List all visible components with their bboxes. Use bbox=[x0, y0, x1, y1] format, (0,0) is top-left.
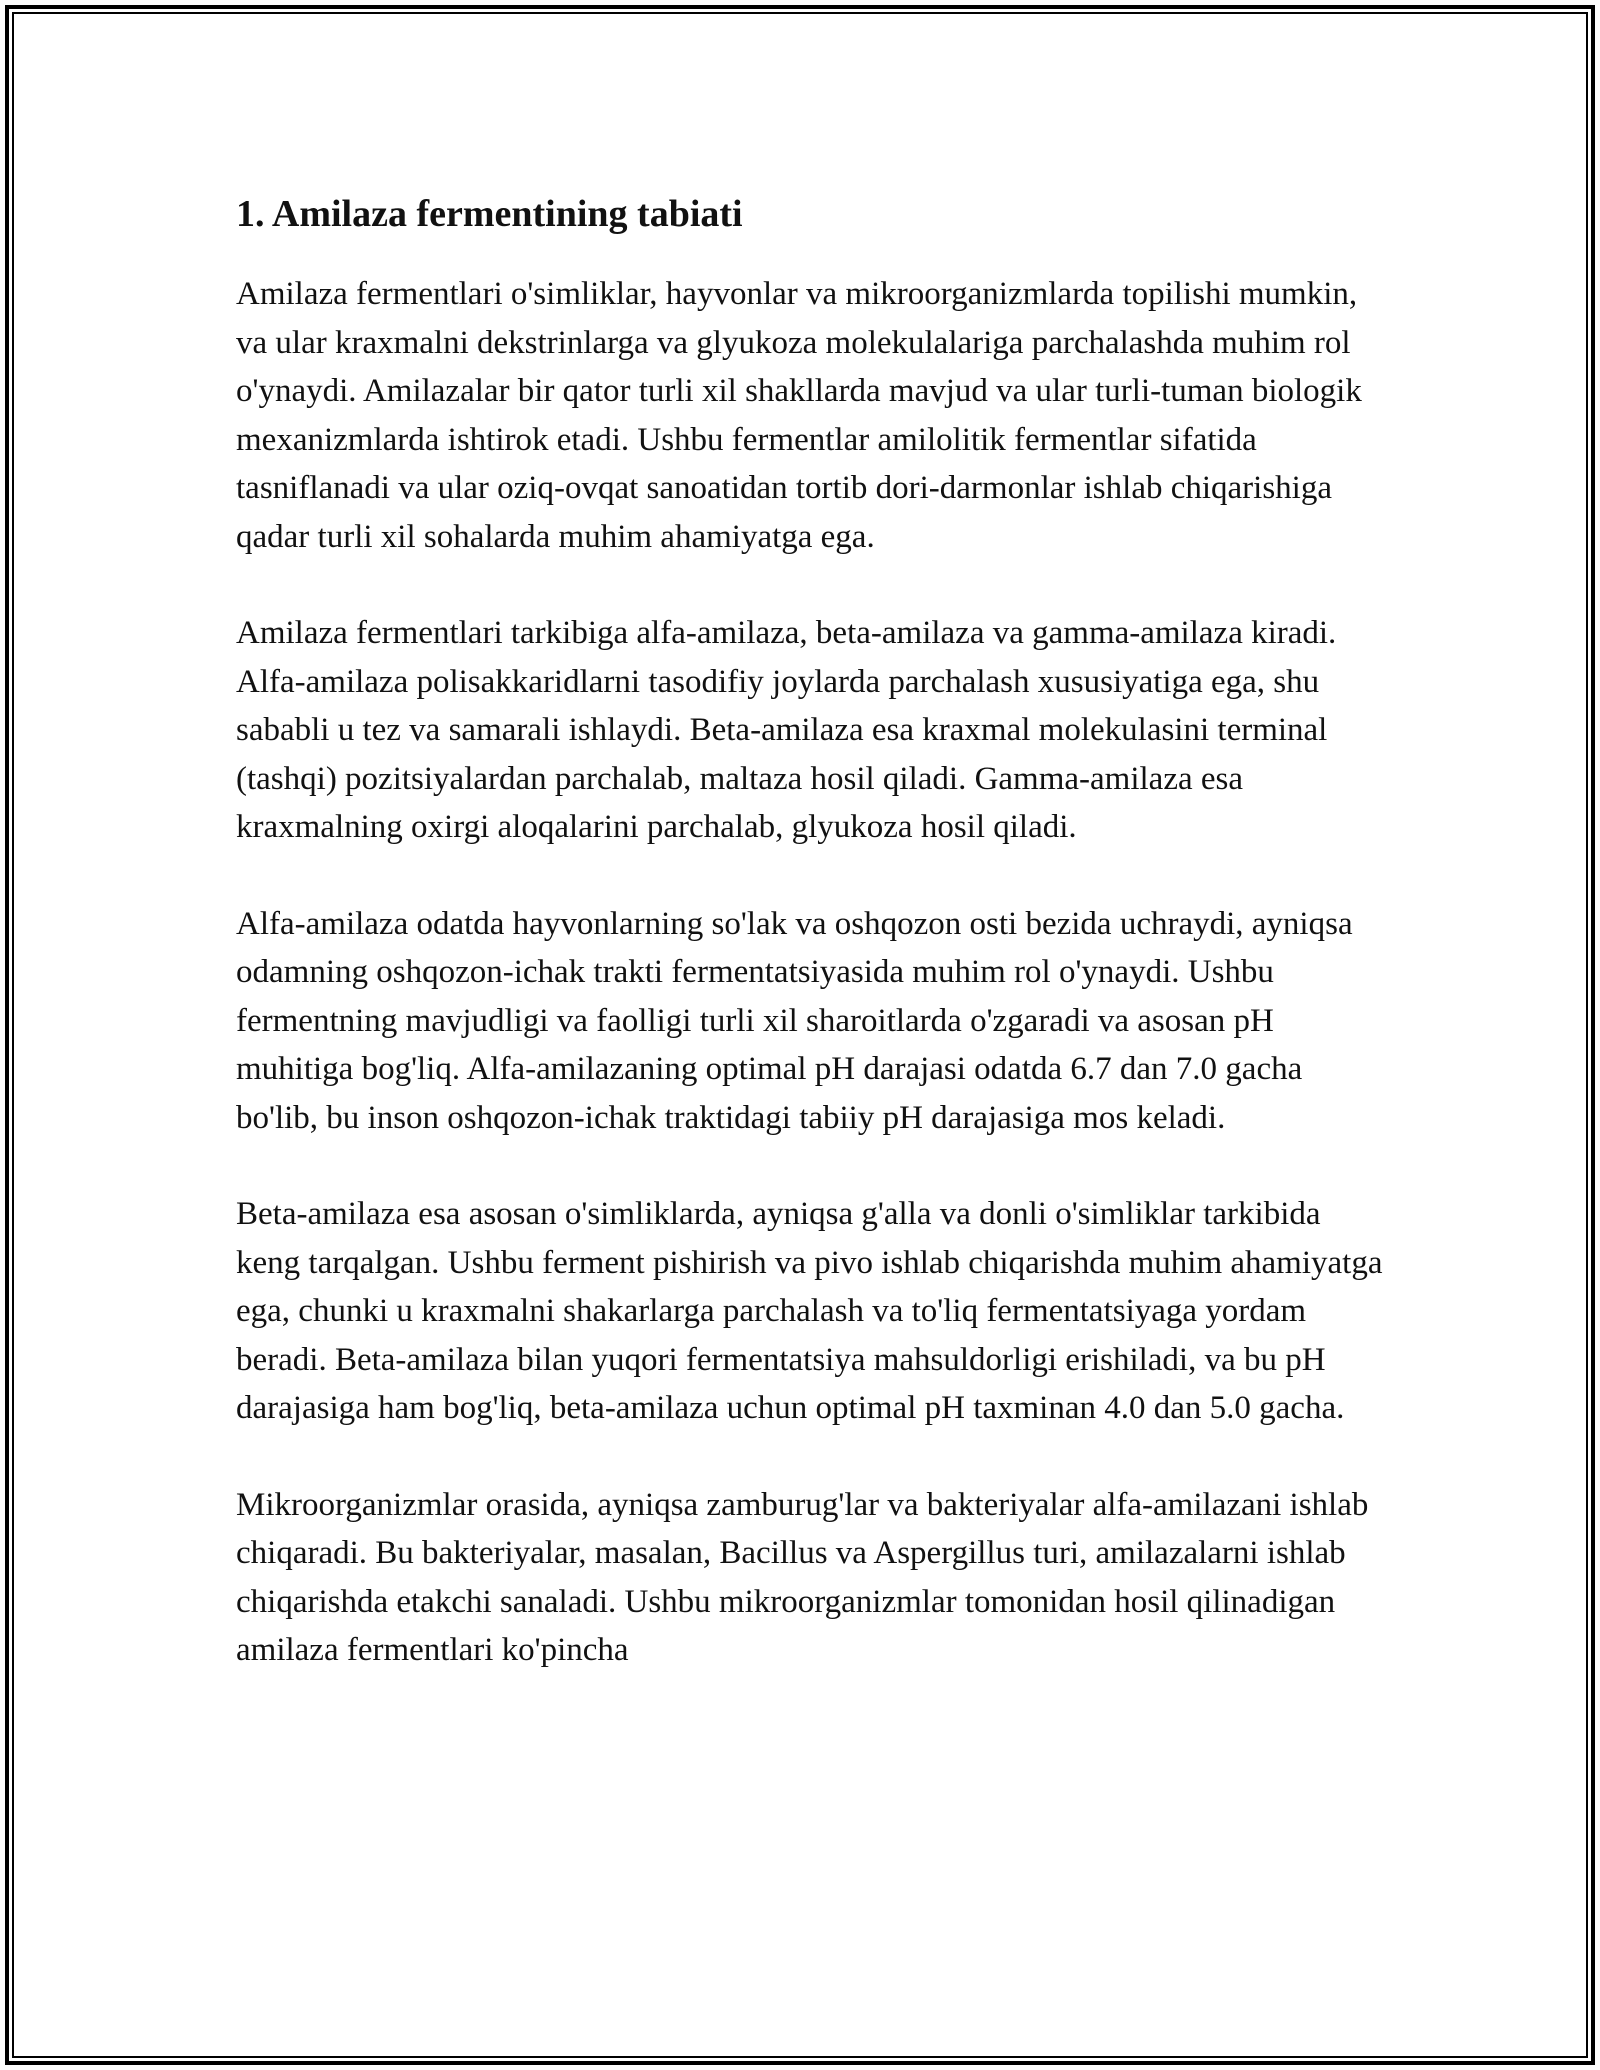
paragraph-1: Amilaza fermentlari o'simliklar, hayvonlar va mikroorganizmlarda topilishi mumkin, va ular kraxmalni dekstrinlarga va glyukoza molekulalariga parchalashda muhim rol o'ynaydi. Amilazalar bir qator turli xil shakllarda mavjud va ular turli-tuman biologik mexanizmlarda ishtirok etadi. Ushbu fermentlar amilolitik fermentlar sifatida tasniflanadi va ular oziq-ovqat sanoatidan tortib dori-darmonlar ishlab chiqarishiga qadar turli xil sohalarda muhim ahamiyatga ega. bbox=[236, 276, 1362, 555]
paragraph-4: Beta-amilaza esa asosan o'simliklarda, ayniqsa g'alla va donli o'simliklar tarkibida keng tarqalgan. Ushbu ferment pishirish va pivo ishlab chiqarishda muhim ahamiyatga ega, chunki u kraxmalni shakarlarga parchalash va to'liq fermentatsiyaga yordam beradi. Beta-amilaza bilan yuqori fermentatsiya mahsuldorligi erishiladi, va bu pH darajasiga ham bog'liq, beta-amilaza uchun optimal pH taxminan 4.0 dan 5.0 gacha. bbox=[236, 1196, 1383, 1426]
paragraph-2: Amilaza fermentlari tarkibiga alfa-amilaza, beta-amilaza va gamma-amilaza kiradi. Alfa-amilaza polisakkaridlarni tasodifiy joylarda parchalash xususiyatiga ega, shu sababli u tez va samarali ishlaydi. Beta-amilaza esa kraxmal molekulasini terminal (tashqi) pozitsiyalardan parchalab, maltaza hosil qiladi. Gamma-amilaza esa kraxmalning oxirgi aloqalarini parchalab, glyukoza hosil qiladi. bbox=[236, 615, 1337, 845]
section-heading: 1. Amilaza fermentining tabiati bbox=[236, 193, 743, 235]
paragraph-5: Mikroorganizmlar orasida, ayniqsa zamburug'lar va bakteriyalar alfa-amilazani ishlab chiqaradi. Bu bakteriyalar, masalan, Bacillus va Aspergillus turi, amilazalarni ishlab chiqarishda etakchi sanaladi. Ushbu mikroorganizmlar tomonidan hosil qilinadigan amilaza fermentlari ko'pincha bbox=[236, 1486, 1369, 1668]
document-body bbox=[236, 188, 1384, 1723]
paragraph-3: Alfa-amilaza odatda hayvonlarning so'lak va oshqozon osti bezida uchraydi, ayniqsa odamning oshqozon-ichak trakti fermentatsiyasida muhim rol o'ynaydi. Ushbu fermentning mavjudligi va faolligi turli xil sharoitlarda o'zgaradi va asosan pH muhitiga bog'liq. Alfa-amilazaning optimal pH darajasi odatda 6.7 dan 7.0 gacha bo'lib, bu inson oshqozon-ichak traktidagi tabiiy pH darajasiga mos keladi. bbox=[236, 905, 1353, 1136]
